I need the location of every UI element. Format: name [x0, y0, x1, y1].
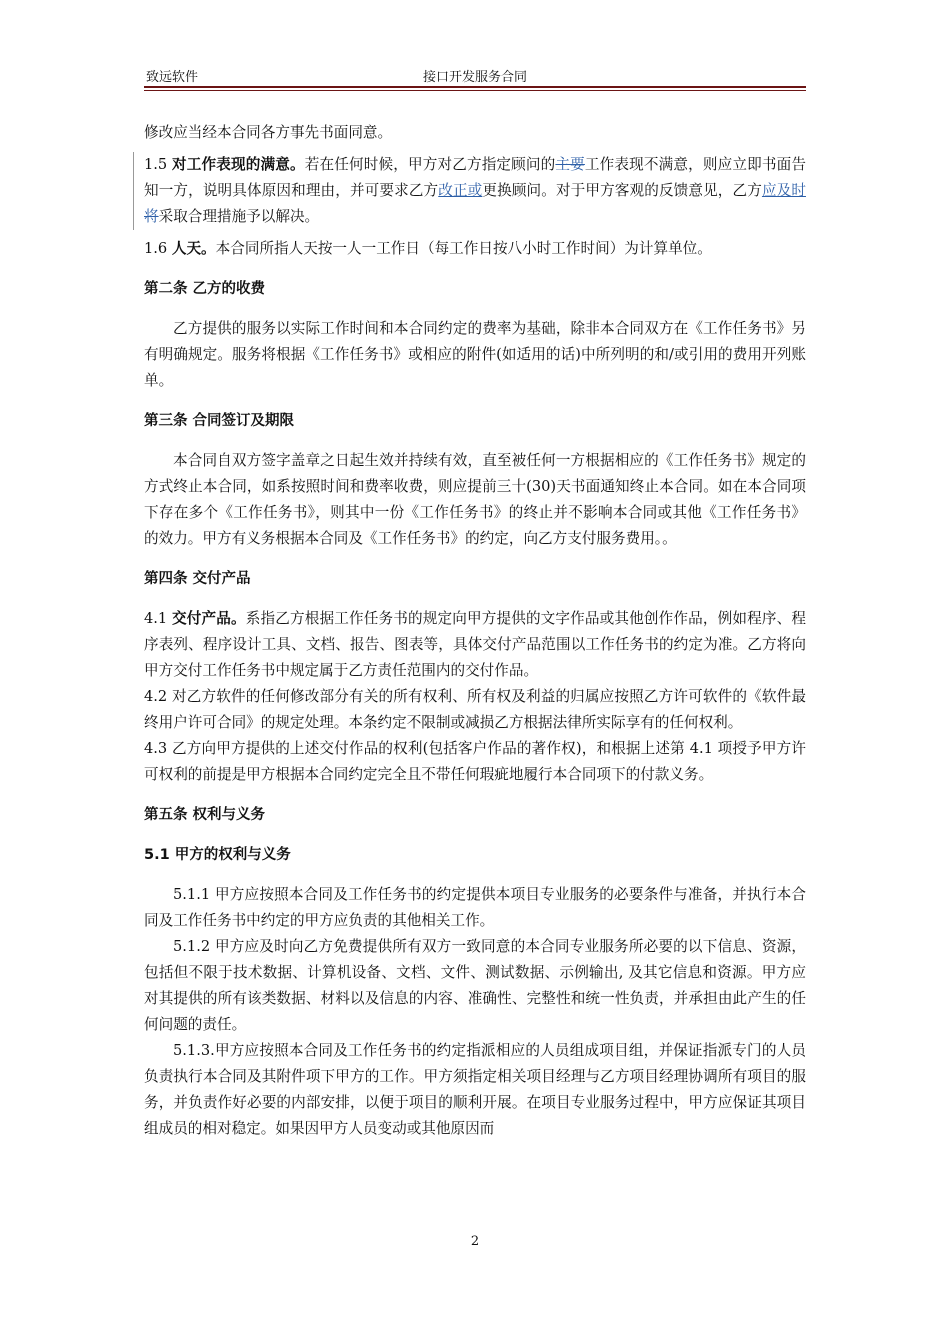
- clause-text: 系指乙方根据工作任务书的规定向甲方提供的文字作品或其他创作作品，例如程序、程序表列、程序设计工具、文档、报告、图表等，具体交付产品范围以工作任务书的约定为准。乙方将向甲方交付工作任务书中规定属于乙方责任范围内的交付作品。: [144, 610, 806, 679]
- clause-text: 采取合理措施予以解决。: [158, 208, 320, 225]
- clause-5-1-1: 5.1.1 甲方应按照本合同及工作任务书的约定提供本项目专业服务的必要条件与准备，并执行本合同及工作任务书中约定的甲方应负责的其他相关工作。: [144, 886, 806, 929]
- revision-deletion: 主要: [555, 156, 585, 173]
- clause-1-6: [144, 236, 806, 262]
- clause-4-3: 4.3 乙方向甲方提供的上述交付作品的权利(包括客户作品的著作权)，和根据上述第 4.1 项授予甲方许可权利的前提是甲方根据本合同约定完全且不带任何瑕疵地履行本合同项下的付款义务。: [144, 740, 806, 783]
- paragraph-continuation: 修改应当经本合同各方事先书面同意。: [144, 124, 393, 141]
- clause-4-2: 4.2 对乙方软件的任何修改部分有关的所有权利、所有权及利益的归属应按照乙方许可软件的《软件最终用户许可合同》的规定处理。本条约定不限制或减损乙方根据法律所实际享有的任何权利。: [144, 688, 806, 731]
- page-number: 2: [470, 1234, 480, 1249]
- clause-5-1-2: 5.1.2 甲方应及时向乙方免费提供所有双方一致同意的本合同专业服务所必要的以下信息、资源，包括但不限于技术数据、计算机设备、文档、文件、测试数据、示例输出, 及其它信息和资源。甲方应对其提供的所有该类数据、材料以及信息的内容、准确性、完整性和统一性负责，并承担由此产生的任何问题的责任。: [144, 938, 806, 1033]
- clause-number: 1.6: [144, 240, 172, 257]
- clause-text: 本合同所指人天按一人一工作日（每工作日按八小时工作时间）为计算单位。: [215, 240, 712, 257]
- article-3-text: 本合同自双方签字盖章之日起生效并持续有效，直至被任何一方根据相应的《工作任务书》规定的方式终止本合同，如系按照时间和费率收费，则应提前三十(30)天书面通知终止本合同。如在本合同项下存在多个《工作任务书》，则其中一份《工作任务书》的终止并不影响本合同或其他《工作任务书》的效力。甲方有义务根据本合同及《工作任务书》的约定，向乙方支付服务费用。。: [144, 452, 806, 547]
- revision-insertion: 应及时: [761, 182, 806, 199]
- clause-heading: 交付产品。: [172, 610, 246, 627]
- article-5-title: 第五条 权利与义务: [144, 807, 266, 823]
- clause-text: 更换顾问。对于甲方客观的反馈意见，乙方: [482, 182, 762, 199]
- clause-4-1: [144, 606, 806, 684]
- article-3-title: 第三条 合同签订及期限: [144, 413, 295, 429]
- page-header: [144, 66, 806, 86]
- revision-deletion: 将: [144, 208, 159, 225]
- change-bar: [133, 152, 134, 230]
- header-rule-thin: [144, 90, 806, 91]
- article-2-title: 第二条 乙方的收费: [144, 281, 266, 297]
- revision-insertion: 改正或: [438, 182, 483, 199]
- clause-heading: 对工作表现的满意。: [172, 156, 305, 173]
- clause-text: 若在任何时候，甲方对乙方指定顾问的: [304, 156, 556, 173]
- article-4-title: 第四条 交付产品: [144, 571, 251, 587]
- clause-5-1-3: 5.1.3.甲方应按照本合同及工作任务书的约定指派相应的人员组成项目组，并保证指派专门的人员负责执行本合同及其附件项下甲方的工作。甲方须指定相关项目经理与乙方项目经理协调所有项目的服务，并负责作好必要的内部安排，以便于项目的顺利开展。在项目专业服务过程中，甲方应保证其项目组成员的相对稳定。如果因甲方人员变动或其他原因而: [144, 1042, 806, 1137]
- article-2-text: 乙方提供的服务以实际工作时间和本合同约定的费率为基础，除非本合同双方在《工作任务书》另有明确规定。服务将根据《工作任务书》或相应的附件(如适用的话)中所列明的和/或引用的费用开列账单。: [144, 320, 806, 389]
- clause-1-5: [144, 152, 806, 230]
- header-rule-thick: [144, 86, 806, 88]
- clause-text: 工作表现不满意，则应立即书面告知一方，说明具体原因和理由，并可要求乙方: [144, 156, 806, 199]
- header-company: 致远软件: [146, 70, 199, 85]
- section-5-1-title: 5.1 甲方的权利与义务: [144, 847, 291, 863]
- document-body: [144, 120, 806, 1142]
- clause-number: 1.5: [144, 156, 173, 173]
- header-title: 接口开发服务合同: [422, 70, 527, 85]
- clause-heading: 人天。: [171, 240, 216, 257]
- clause-number: 4.1: [144, 610, 173, 627]
